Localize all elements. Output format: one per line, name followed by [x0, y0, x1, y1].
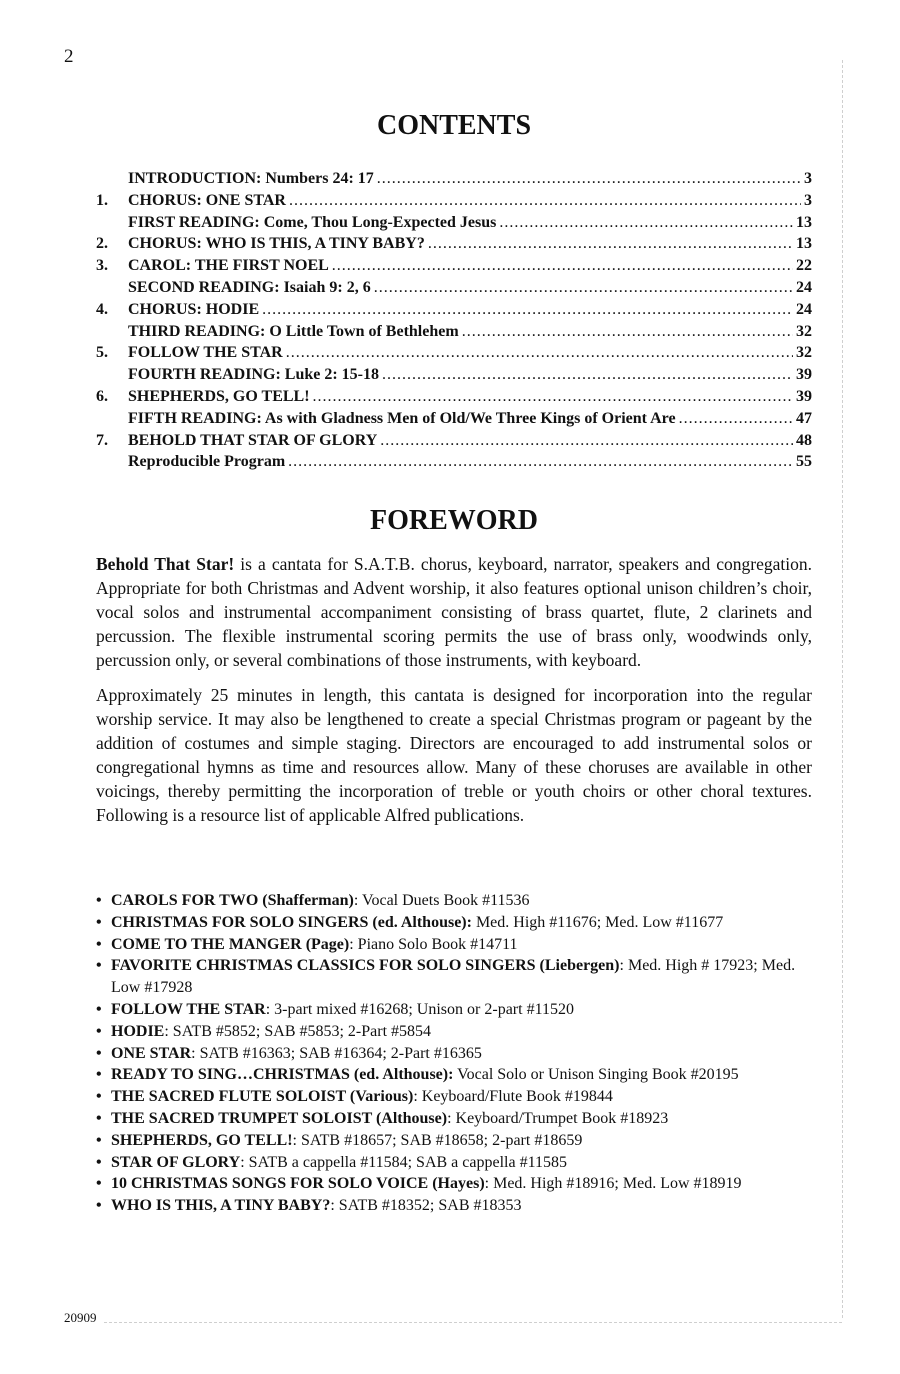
toc-entry — [96, 388, 812, 410]
resource-details: : Med. High #18916; Med. Low #18919 — [484, 1175, 742, 1193]
resource-item — [96, 999, 812, 1021]
toc-entry-title: THIRD READING: O Little Town of Bethlehem — [128, 322, 459, 340]
resource-title: SHEPHERDS, GO TELL! — [111, 1131, 293, 1149]
toc-entry-title: FIFTH READING: As with Gladness Men of Old/We Three Kings of Orient Are — [128, 409, 676, 427]
toc-leader-dots — [462, 323, 793, 341]
toc-entry-number: 6. — [96, 387, 108, 405]
toc-entry — [96, 279, 812, 301]
resource-title: STAR OF GLORY — [111, 1153, 241, 1171]
resource-text — [111, 890, 812, 912]
resource-title: WHO IS THIS, A TINY BABY? — [111, 1197, 331, 1215]
toc-entry-page: 32 — [796, 344, 812, 362]
toc-entry-page: 55 — [796, 453, 812, 471]
toc-entry-title: SECOND READING: Isaiah 9: 2, 6 — [128, 278, 371, 296]
resource-title: COME TO THE MANGER (Page) — [111, 935, 350, 953]
toc-entry — [96, 366, 812, 388]
foreword-paragraph-1 — [96, 552, 812, 672]
page-number: 2 — [64, 46, 74, 67]
resource-title: HODIE — [111, 1022, 165, 1040]
bottom-page-border — [104, 1322, 842, 1323]
resource-text — [111, 1043, 812, 1065]
toc-leader-dots — [332, 257, 793, 275]
toc-leader-dots — [428, 235, 793, 253]
resource-text — [111, 955, 812, 999]
toc-leader-dots — [377, 170, 801, 188]
resource-details: : Keyboard/Trumpet Book #18923 — [447, 1109, 669, 1127]
toc-entry-number: 2. — [96, 235, 108, 253]
resource-item — [96, 1021, 812, 1043]
contents-title: CONTENTS — [376, 110, 532, 141]
toc-entry — [96, 432, 812, 454]
resource-text — [111, 999, 812, 1021]
resource-text — [111, 934, 812, 956]
toc-entry-page: 32 — [796, 322, 812, 340]
resource-item — [96, 1152, 812, 1174]
toc-entry — [96, 323, 812, 345]
resource-title: FOLLOW THE STAR — [111, 1000, 266, 1018]
resource-item — [96, 890, 812, 912]
resource-text — [111, 1086, 812, 1108]
toc-leader-dots — [380, 432, 793, 450]
toc-entry-title: FOURTH READING: Luke 2: 15-18 — [128, 366, 379, 384]
toc-leader-dots — [288, 453, 793, 471]
resource-details: Vocal Solo or Unison Singing Book #20195 — [453, 1066, 739, 1084]
toc-entry-title: SHEPHERDS, GO TELL! — [128, 387, 310, 405]
toc-entry-page: 48 — [796, 431, 812, 449]
resource-item — [96, 1173, 812, 1195]
toc-entry-number: 4. — [96, 300, 108, 318]
toc-entry-page: 39 — [796, 366, 812, 384]
toc-entry-title: BEHOLD THAT STAR OF GLORY — [128, 431, 378, 449]
foreword-title: FOREWORD — [370, 505, 538, 536]
foreword-paragraph-2: Approximately 25 minutes in length, this cantata is designed for incorporation into the regular worship service. It may also be lengthened to create a special Christmas program or pageant by the addition of costumes and simple staging. Directors are encouraged to add instrumental solos or congregational hymns as time and resources allow. Many of these choruses are available in other voicings, thereby permitting the incorporation of treble or youth choirs or other choral textures. Following is a resource list of applicable Alfred publications. — [96, 685, 812, 825]
resource-title: CAROLS FOR TWO (Shafferman) — [111, 892, 354, 909]
resource-details: Med. High #11676; Med. Low #11677 — [471, 913, 724, 931]
bullet-icon: • — [96, 1153, 102, 1171]
resource-title: THE SACRED FLUTE SOLOIST (Various) — [111, 1088, 414, 1106]
toc-entry-title: Reproducible Program — [128, 453, 286, 471]
bullet-icon: • — [96, 1109, 102, 1127]
toc-entry-page: 24 — [796, 300, 812, 318]
toc-leader-dots — [382, 366, 793, 384]
resource-details: : SATB #18352; SAB #18353 — [330, 1197, 522, 1215]
resource-item — [96, 1130, 812, 1152]
toc-entry-number: 7. — [96, 431, 108, 449]
bullet-icon: • — [96, 1088, 102, 1106]
resource-title: THE SACRED TRUMPET SOLOIST (Althouse) — [111, 1109, 448, 1127]
footer-code: 20909 — [64, 1310, 97, 1325]
bullet-icon: • — [96, 1044, 102, 1062]
bullet-icon: • — [96, 935, 102, 953]
toc-entry — [96, 257, 812, 279]
toc-entry-title: CHORUS: HODIE — [128, 300, 260, 318]
resource-text — [111, 1108, 812, 1130]
resource-item — [96, 1195, 812, 1217]
toc-entry — [96, 410, 812, 432]
table-of-contents — [96, 170, 812, 475]
toc-entry-number: 1. — [96, 191, 108, 209]
toc-entry-title: INTRODUCTION: Numbers 24: 17 — [128, 170, 374, 187]
foreword-body — [96, 552, 812, 838]
resource-title: 10 CHRISTMAS SONGS FOR SOLO VOICE (Hayes) — [111, 1175, 485, 1193]
bullet-icon: • — [96, 1175, 102, 1193]
toc-entry — [96, 344, 812, 366]
toc-entry — [96, 214, 812, 236]
resource-item — [96, 934, 812, 956]
toc-entry-page: 3 — [804, 170, 812, 187]
toc-entry-page: 39 — [796, 387, 812, 405]
resource-text — [111, 1173, 812, 1195]
toc-entry-number: 3. — [96, 257, 108, 275]
bullet-icon: • — [96, 957, 102, 975]
toc-leader-dots — [499, 214, 793, 232]
resource-text — [111, 1064, 812, 1086]
toc-entry-page: 3 — [804, 191, 812, 209]
resource-details: : Vocal Duets Book #11536 — [353, 892, 530, 909]
toc-entry-title: CHORUS: ONE STAR — [128, 191, 286, 209]
toc-leader-dots — [262, 301, 793, 319]
toc-entry-page: 13 — [796, 213, 812, 231]
resource-details: : Med. High # 17923; Med. Low #17928 — [111, 957, 796, 997]
resource-details: : SATB #16363; SAB #16364; 2-Part #16365 — [191, 1044, 482, 1062]
resource-details: : SATB a cappella #11584; SAB a cappella #11585 — [240, 1153, 567, 1171]
foreword-paragraph-1-text: is a cantata for S.A.T.B. chorus, keyboard, narrator, speakers and congregation. Appropriate for both Christmas and Advent worship, it also features optional unison children’s choir, vocal solos and instrumental accompaniment consisting of brass quartet, flute, 2 clarinets and percussion. The flexible instrumental scoring permits the use of brass only, woodwinds only, percussion only, or several combinations of those instruments, with keyboard. — [96, 554, 813, 670]
bullet-icon: • — [96, 913, 102, 931]
toc-entry — [96, 170, 812, 192]
resource-item — [96, 955, 812, 999]
resource-title: READY TO SING…CHRISTMAS (ed. Althouse): — [111, 1066, 454, 1084]
toc-entry-title: FOLLOW THE STAR — [128, 344, 283, 362]
toc-leader-dots — [286, 344, 793, 362]
right-page-border — [842, 60, 843, 1318]
toc-entry-page: 22 — [796, 257, 812, 275]
resource-text — [111, 1152, 812, 1174]
toc-entry-page: 24 — [796, 278, 812, 296]
cantata-title: Behold That Star! — [96, 554, 235, 574]
toc-leader-dots — [679, 410, 793, 428]
toc-entry-number: 5. — [96, 344, 108, 362]
resource-text — [111, 1021, 812, 1043]
toc-entry — [96, 301, 812, 323]
toc-leader-dots — [374, 279, 793, 297]
resource-text — [111, 912, 812, 934]
toc-entry-page: 13 — [796, 235, 812, 253]
resource-title: FAVORITE CHRISTMAS CLASSICS FOR SOLO SINGERS (Liebergen) — [111, 957, 620, 975]
resource-details: : SATB #5852; SAB #5853; 2-Part #5854 — [164, 1022, 432, 1040]
resource-item — [96, 912, 812, 934]
toc-entry-title: CAROL: THE FIRST NOEL — [128, 257, 329, 275]
resource-item — [96, 1086, 812, 1108]
toc-leader-dots — [289, 192, 801, 210]
bullet-icon: • — [96, 1066, 102, 1084]
toc-entry-title: FIRST READING: Come, Thou Long-Expected Jesus — [128, 213, 497, 231]
resource-text — [111, 1130, 812, 1152]
resource-item — [96, 1108, 812, 1130]
bullet-icon: • — [96, 892, 102, 909]
resource-title: ONE STAR — [111, 1044, 192, 1062]
toc-entry-page: 47 — [796, 409, 812, 427]
toc-entry — [96, 453, 812, 475]
resource-details: : SATB #18657; SAB #18658; 2-part #18659 — [292, 1131, 583, 1149]
toc-leader-dots — [313, 388, 793, 406]
toc-entry-title: CHORUS: WHO IS THIS, A TINY BABY? — [128, 235, 425, 253]
bullet-icon: • — [96, 1000, 102, 1018]
resource-details: : Keyboard/Flute Book #19844 — [413, 1088, 613, 1106]
bullet-icon: • — [96, 1131, 102, 1149]
resource-title: CHRISTMAS FOR SOLO SINGERS (ed. Althouse): — [111, 913, 472, 931]
resource-list — [96, 890, 812, 1217]
resource-item — [96, 1064, 812, 1086]
bullet-icon: • — [96, 1022, 102, 1040]
bullet-icon: • — [96, 1197, 102, 1215]
toc-entry — [96, 192, 812, 214]
resource-item — [96, 1043, 812, 1065]
resource-text — [111, 1195, 812, 1217]
toc-entry — [96, 235, 812, 257]
resource-details: : Piano Solo Book #14711 — [349, 935, 518, 953]
resource-details: : 3-part mixed #16268; Unison or 2-part #11520 — [265, 1000, 574, 1018]
